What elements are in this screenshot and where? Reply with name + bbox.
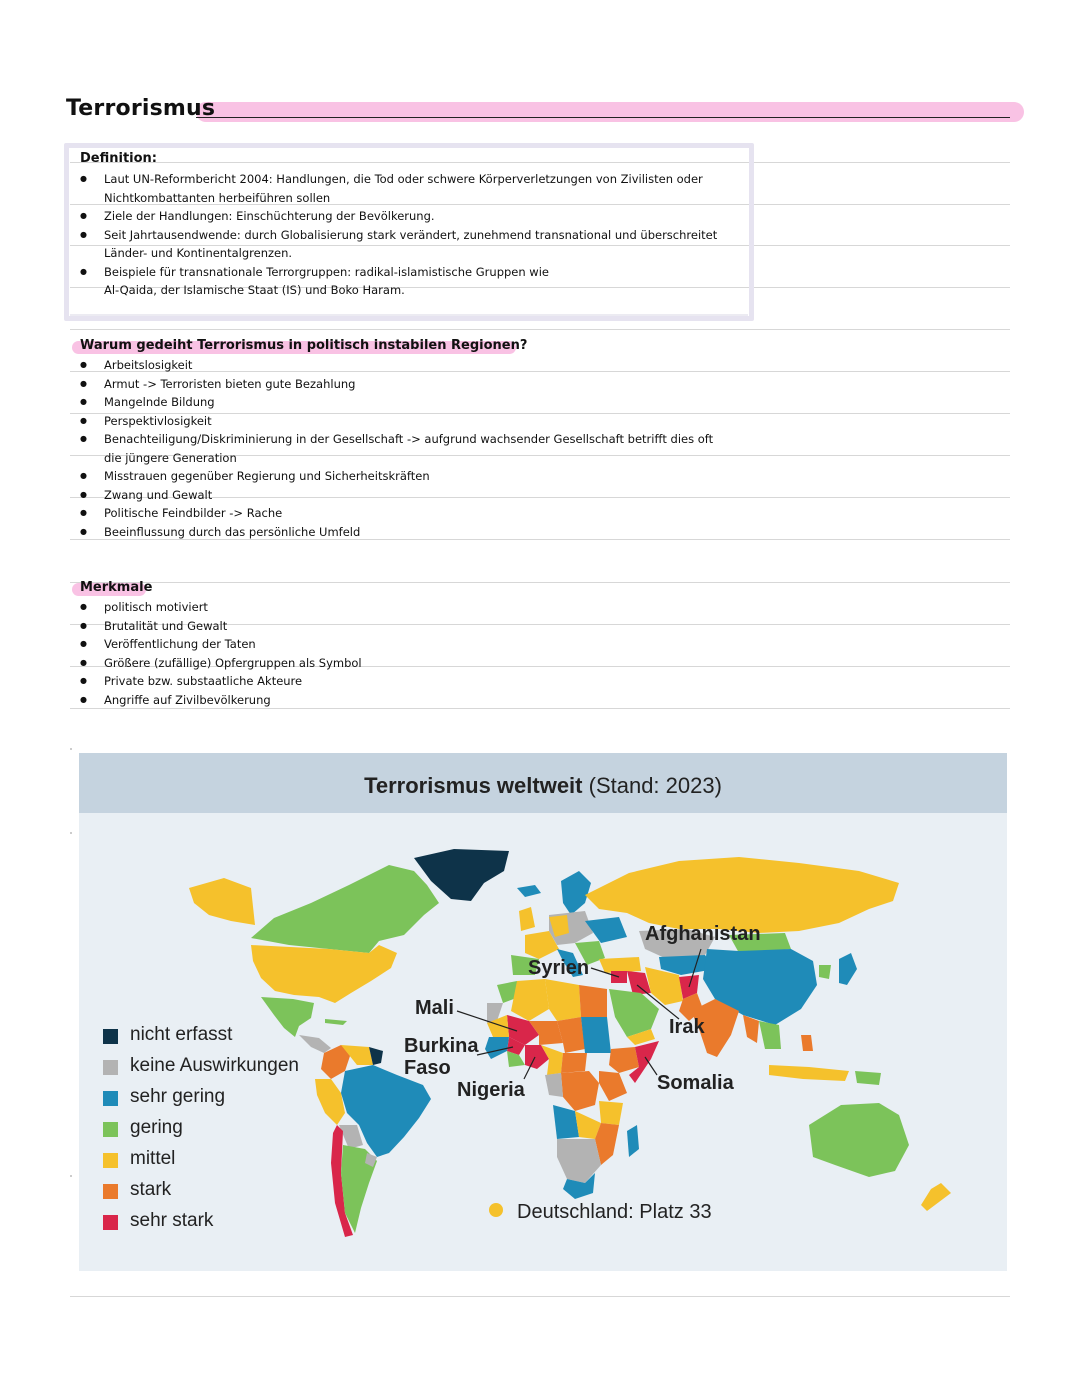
legend-swatch (103, 1153, 118, 1168)
legend-label: keine Auswirkungen (130, 1055, 299, 1076)
features-item (80, 598, 362, 617)
map-title: Terrorismus weltweit (Stand: 2023) (364, 773, 722, 798)
reasons-item (80, 467, 713, 486)
reasons-item (80, 393, 713, 412)
legend-item (101, 1087, 299, 1118)
legend-swatch (103, 1091, 118, 1106)
legend-item (101, 1056, 299, 1087)
title-highlight (196, 102, 1024, 122)
label-irak: Irak (669, 1016, 705, 1038)
legend-label: stark (130, 1179, 172, 1200)
features-item (80, 672, 362, 691)
features-heading: Merkmale (80, 580, 153, 595)
definition-heading: Definition: (80, 151, 158, 166)
reasons-item-line: ● Benachteiligung/Diskriminierung in der Gesellschaft -> aufgrund wachsender Gesellschaft betrifft dies oft (104, 432, 714, 446)
definition-item-line: Länder- und Kontinentalgrenzen. (104, 246, 293, 260)
reasons-heading: Warum gedeiht Terrorismus in politisch instabilen Regionen? (80, 338, 528, 353)
label-afghanistan: Afghanistan (645, 923, 761, 945)
reasons-item-line: die jüngere Generation (104, 450, 237, 465)
definition-item-line: ● Laut UN-Reformbericht 2004: Handlungen, die Tod oder schwere Körperverletzungen von Zivilisten oder (104, 172, 703, 186)
margin-dot (70, 832, 72, 834)
legend-label: mittel (130, 1148, 176, 1169)
reasons-item-line: ● Misstrauen gegenüber Regierung und Sicherheitskräften (104, 469, 430, 483)
reasons-item-line: ● Mangelnde Bildung (104, 395, 215, 409)
callout-nigeria (524, 1057, 535, 1079)
features-item-line: ● Brutalität und Gewalt (104, 618, 228, 633)
legend-item (101, 1025, 299, 1056)
legend-item (101, 1180, 299, 1211)
legend-label: sehr stark (130, 1210, 214, 1231)
features-item-line: ● politisch motiviert (104, 600, 208, 614)
reasons-item (80, 375, 713, 394)
definition-list (80, 170, 717, 300)
terror-world-map (79, 753, 1007, 1271)
reasons-item (80, 412, 713, 431)
definition-item-line: ● Ziele der Handlungen: Einschüchterung der Bevölkerung. (104, 209, 435, 223)
reasons-item (80, 523, 713, 542)
reasons-item-line: ● Zwang und Gewalt (104, 487, 213, 502)
features-item (80, 635, 362, 654)
map-footnote: Deutschland: Platz 33 (489, 1201, 712, 1224)
label-somalia: Somalia (657, 1072, 734, 1094)
margin-dot (70, 1175, 72, 1177)
features-item (80, 654, 362, 673)
legend-item (101, 1149, 299, 1180)
definition-item-line: Nichtkombattanten herbeiführen sollen (104, 190, 331, 205)
definition-item (80, 170, 717, 207)
callout-somalia (645, 1057, 657, 1075)
margin-dot (70, 748, 72, 750)
reasons-item-line: ● Politische Feindbilder -> Rache (104, 506, 283, 520)
title-underline (196, 117, 1010, 118)
features-item (80, 617, 362, 636)
definition-item-line: Al-Qaida, der Islamische Staat (IS) und Boko Haram. (104, 283, 405, 297)
legend-swatch (103, 1184, 118, 1199)
label-faso: Faso (404, 1057, 451, 1079)
label-burkina: Burkina (404, 1035, 479, 1057)
definition-item-line: ● Seit Jahrtausendwende: durch Globalisierung stark verändert, zunehmend transnational und überschreitet (104, 227, 718, 242)
features-item (80, 691, 362, 710)
reasons-item (80, 486, 713, 505)
definition-item-line: ● Beispiele für transnationale Terrorgruppen: radikal-islamistische Gruppen wie (104, 264, 549, 279)
definition-item (80, 207, 717, 226)
features-list (80, 598, 362, 709)
callout-mali (457, 1011, 517, 1031)
reasons-item (80, 356, 713, 375)
reasons-item-line: ● Beeinflussung durch das persönliche Umfeld (104, 524, 361, 539)
callout-afghanistan (689, 949, 701, 987)
reasons-list (80, 356, 713, 541)
legend-item (101, 1118, 299, 1149)
features-item-line: ● Größere (zufällige) Opfergruppen als Symbol (104, 655, 362, 670)
label-mali: Mali (415, 997, 454, 1019)
reasons-item-line: ● Armut -> Terroristen bieten gute Bezahlung (104, 376, 356, 391)
legend-swatch (103, 1060, 118, 1075)
legend-label: nicht erfasst (130, 1024, 233, 1045)
germany-dot-icon (489, 1203, 503, 1217)
reasons-item (80, 430, 713, 467)
callout-syrien (591, 968, 619, 977)
legend-label: gering (130, 1117, 183, 1138)
legend-item (101, 1211, 299, 1242)
label-nigeria: Nigeria (457, 1079, 525, 1101)
features-item-line: ● Angriffe auf Zivilbevölkerung (104, 692, 271, 707)
features-item-line: ● Private bzw. substaatliche Akteure (104, 674, 303, 688)
reasons-item (80, 504, 713, 523)
reasons-item-line: ● Perspektivlosigkeit (104, 413, 212, 428)
legend-swatch (103, 1029, 118, 1044)
page-title: Terrorismus (66, 96, 216, 121)
callout-irak (637, 985, 679, 1019)
reasons-item-line: ● Arbeitslosigkeit (104, 358, 193, 372)
definition-item (80, 263, 717, 300)
legend-label: sehr gering (130, 1086, 226, 1107)
map-legend (101, 1025, 299, 1242)
legend-swatch (103, 1215, 118, 1230)
label-syrien: Syrien (528, 957, 590, 979)
definition-item (80, 226, 717, 263)
callout-burkina (477, 1047, 513, 1055)
features-item-line: ● Veröffentlichung der Taten (104, 637, 256, 651)
legend-swatch (103, 1122, 118, 1137)
